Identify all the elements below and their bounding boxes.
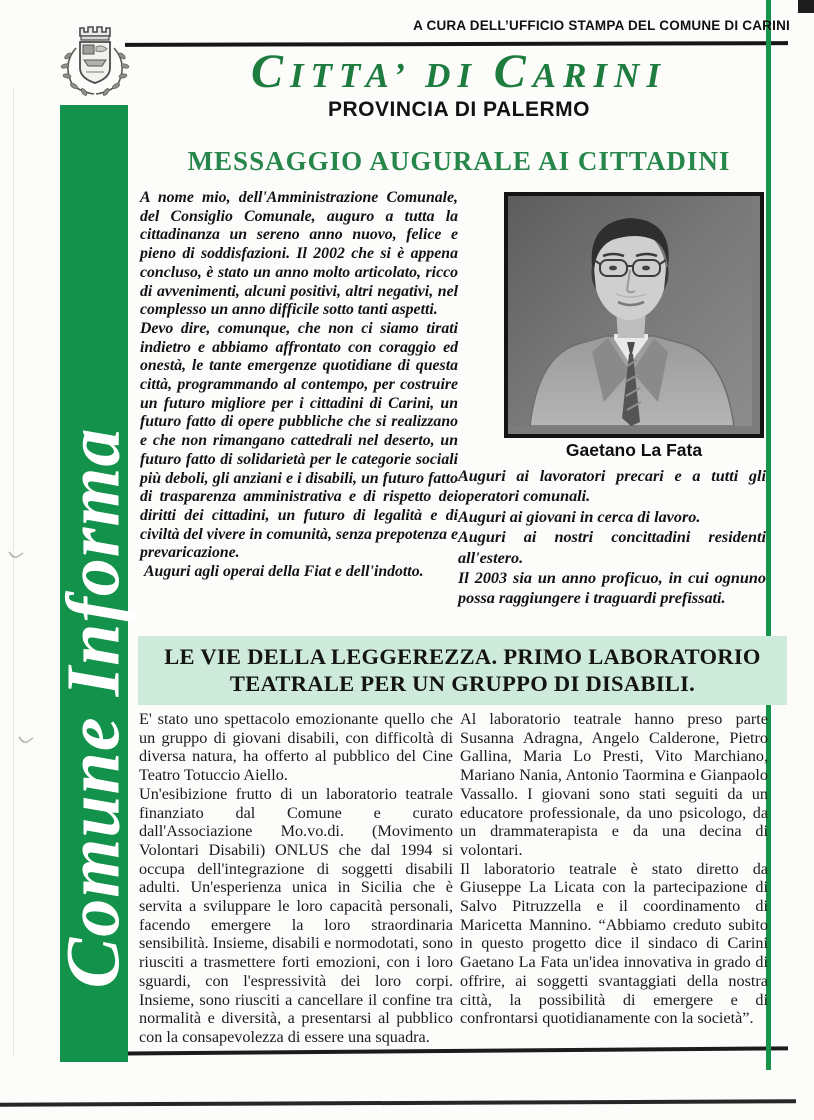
portrait-photo [504,192,764,438]
photo-caption: Gaetano La Fata [565,440,703,460]
article2-paragraph: E' stato uno spettacolo emozionante quello che un gruppo di giovani disabili, con difficoltà di diversa natura, ha offerto al pubblico del Cine Teatro Totuccio Aiello. [139,710,453,785]
article1-paragraph: Devo dire, comunque, che non ci siamo tirati indietro e abbiamo affrontato con coraggio ed onestà, le tante emergenze quotidiane di questa città, programmando al contempo, per costruire un futuro migliore per i cittadini di Carini, un futuro fatto di opere pubbliche che si realizzano e che non rimangano cattedrali nel deserto, un futuro fatto di solidarietà per le categorie sociali più deboli, gli anziani e i disabili, un futuro fatto di trasparenza amministrativa e di rispetto dei diritti dei cittadini, un futuro di legalità e di civiltà del vivere in comunità, senza prepotenza e prevaricazione. [140,319,458,562]
article2-title: LE VIE DELLA LEGGEREZZA. PRIMO LABORATORIO TEATRALE PER UN GRUPPO DI DISABILI. [164,644,761,696]
article2-title-band [138,636,787,705]
carini-coat-of-arms-icon [50,20,138,108]
province-subtitle: PROVINCIA DI PALERMO [327,98,590,121]
scan-artifact [18,730,34,745]
article2-left-column [139,710,453,1047]
header-rule [125,41,788,47]
article2-paragraph: Un'esibizione frutto di un laboratorio teatrale finanziato dal Comune e curato dall'Associazione Mo.vo.di. (Movimento Volontari Disabili) ONLUS che dal 1994 si occupa dell'integrazione di soggetti disabili adulti. Un'esperienza unica in Sicilia che è servita a sviluppare le loro capacità personali, facendo emergere la loro straordinaria sensibilità. Insieme, disabili e normodotati, sono riusciti a trasmettere forti emozioni, con i loro sguardi, con l'espressività dei loro corpi. Insieme, sono riusciti a cancellare il confine tra normalità e diversità, a presentarsi al pubblico con la consapevolezza di essere una squadra. [139,784,453,1046]
city-title-initial: C [493,45,533,98]
article1-paragraph: Auguri agli operai della Fiat e dell'indotto. [144,563,424,581]
masthead [135,45,783,122]
city-title-initial: C [251,45,291,98]
article1-paragraph: A nome mio, dell'Amministrazione Comunale, del Consiglio Comunale, auguro a tutta la cittadinanza un sereno anno nuovo, felice e pieno di soddisfazioni. Il 2002 che si è appena concluso, è stato un anno molto articolato, ricco di avvenimenti, alcuni positivi, altri negativi, nel complesso un anno difficile sotto tanti aspetti. [140,189,458,319]
scan-corner-mark [798,0,814,13]
page-bottom-edge [0,1099,796,1106]
article1-right-column [458,466,766,609]
scan-crease-line [13,88,14,1056]
article2-paragraph: Il laboratorio teatrale è stato diretto da Giuseppe La Licata con la partecipazione di Salvo Pitruzzella e il coordinamento di Maricetta Mannino. “Abbiamo creduto subito in questo progetto dice il sindaco di Carini Gaetano La Fata un'idea innovativa in grado di offrire, ai soggetti svantaggiati della nostra città, la possibilità di emergere e di confrontarsi quotidianamente con la società”. [460,859,768,1028]
article1-wish: Auguri ai nostri concittadini residenti all'estero. [458,528,766,567]
sidebar-green-bar [51,105,136,1062]
article1-wish: Il 2003 sia un anno proficuo, in cui ognuno possa raggiungere i traguardi prefissati. [458,569,766,608]
article1-wish: Auguri ai lavoratori precari e a tutti gli operatori comunali. [458,467,766,506]
scan-artifact [8,545,24,560]
sidebar-label: Comune Informa [51,427,136,989]
press-office-credit: A CURA DELL’UFFICIO STAMPA DEL COMUNE DI CARINI [413,18,790,33]
article1-title: MESSAGGIO AUGURALE AI CITTADINI [187,146,731,176]
article1-left-column [140,189,458,582]
city-title: CITTA’ DI CARINI [251,45,667,98]
article2-paragraph: Al laboratorio teatrale hanno preso parte Susanna Adragna, Angelo Calderone, Pietro Gallina, Maria Lo Presti, Vito Marchiano, Mariano Nania, Antonio Taormina e Gianpaolo Vassallo. I giovani sono stati seguiti da un educatore professionale, da uno psicologo, da un drammaterapista e da una decina di volontari. [460,710,768,859]
article2-right-column [460,710,768,1028]
article1-wish: Auguri ai giovani in cerca di lavoro. [458,507,701,526]
footer-rule [114,1046,788,1055]
